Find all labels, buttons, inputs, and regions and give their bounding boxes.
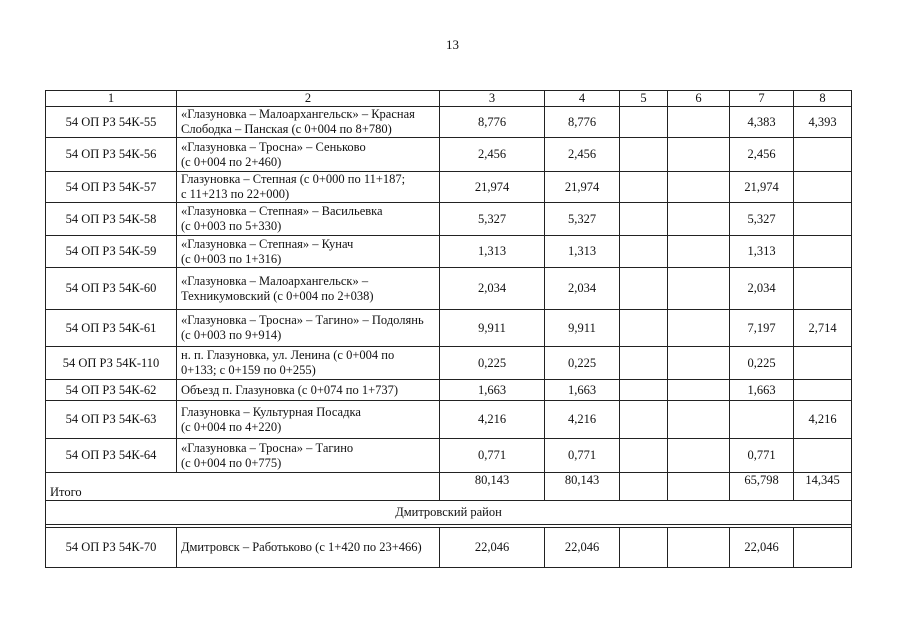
- value-cell-c7: 2,456: [730, 138, 794, 172]
- table-row: [46, 236, 852, 268]
- road-name-cell: [177, 172, 440, 203]
- value-cell-c8: [794, 138, 852, 172]
- value-cell-c3: 8,776: [440, 107, 545, 138]
- value-cell-c6: [668, 439, 730, 473]
- value-cell-c8: [794, 268, 852, 310]
- value-cell-c7: 1,313: [730, 236, 794, 268]
- value-cell-c6: [668, 268, 730, 310]
- road-name-line2: (с 0+003 по 5+330): [181, 219, 282, 233]
- road-code-cell: 54 ОП РЗ 54К-70: [46, 528, 177, 568]
- value-cell-c8: [794, 172, 852, 203]
- table-row: [46, 107, 852, 138]
- road-name-line1: Глазуновка – Культурная Посадка: [181, 404, 361, 419]
- road-code-cell: 54 ОП РЗ 54К-63: [46, 401, 177, 439]
- table-row: [46, 347, 852, 380]
- value-cell-c4: 21,974: [545, 172, 620, 203]
- value-cell-c6: [668, 528, 730, 568]
- value-cell-c5: [620, 439, 668, 473]
- value-cell-c5: [620, 268, 668, 310]
- road-name-line1: «Глазуновка – Малоархангельск» – Красная: [181, 107, 415, 121]
- road-code-cell: 54 ОП РЗ 54К-56: [46, 138, 177, 172]
- section-header-row: [46, 501, 852, 525]
- table-row: [46, 439, 852, 473]
- value-cell-c3: 1,313: [440, 236, 545, 268]
- value-cell-c8: 4,393: [794, 107, 852, 138]
- value-cell-c7: 21,974: [730, 172, 794, 203]
- table-row: [46, 268, 852, 310]
- table-row: [46, 401, 852, 439]
- road-name-line1: «Глазуновка – Тросна» – Тагино: [181, 440, 354, 455]
- road-name-line2: Техникумовский (с 0+004 по 2+038): [181, 288, 374, 303]
- road-name-cell: [177, 236, 440, 268]
- road-code-cell: 54 ОП РЗ 54К-58: [46, 203, 177, 236]
- road-code-cell: 54 ОП РЗ 54К-64: [46, 439, 177, 473]
- total-value-c4: 80,143: [545, 473, 620, 501]
- value-cell-c4: 0,771: [545, 439, 620, 473]
- total-value-c3: 80,143: [440, 473, 545, 501]
- value-cell-c3: 2,456: [440, 138, 545, 172]
- value-cell-c7: 1,663: [730, 380, 794, 401]
- total-value-c6: [668, 473, 730, 501]
- value-cell-c3: 21,974: [440, 172, 545, 203]
- road-name-cell: [177, 401, 440, 439]
- value-cell-c5: [620, 347, 668, 380]
- value-cell-c3: 22,046: [440, 528, 545, 568]
- value-cell-c4: 8,776: [545, 107, 620, 138]
- road-name-cell: [177, 439, 440, 473]
- value-cell-c6: [668, 138, 730, 172]
- value-cell-c6: [668, 401, 730, 439]
- value-cell-c8: [794, 528, 852, 568]
- total-row: [46, 473, 852, 501]
- value-cell-c8: 2,714: [794, 310, 852, 347]
- value-cell-c5: [620, 172, 668, 203]
- value-cell-c7: [730, 401, 794, 439]
- road-name-cell: [177, 203, 440, 236]
- table-body: [46, 91, 852, 568]
- value-cell-c5: [620, 380, 668, 401]
- road-code-cell: 54 ОП РЗ 54К-62: [46, 380, 177, 401]
- road-name-cell: [177, 138, 440, 172]
- value-cell-c6: [668, 107, 730, 138]
- value-cell-c4: 0,225: [545, 347, 620, 380]
- value-cell-c3: 4,216: [440, 401, 545, 439]
- road-code-cell: 54 ОП РЗ 54К-60: [46, 268, 177, 310]
- value-cell-c4: 9,911: [545, 310, 620, 347]
- header-cell: 1: [46, 91, 177, 107]
- value-cell-c8: [794, 347, 852, 380]
- value-cell-c7: 4,383: [730, 107, 794, 138]
- table-row: [46, 380, 852, 401]
- header-cell: 2: [177, 91, 440, 107]
- road-name-line2: (с 0+003 по 9+914): [181, 328, 282, 342]
- value-cell-c5: [620, 310, 668, 347]
- road-name-line1: «Глазуновка – Степная» – Васильевка: [181, 204, 383, 218]
- header-cell: 4: [545, 91, 620, 107]
- value-cell-c8: 4,216: [794, 401, 852, 439]
- value-cell-c4: 2,034: [545, 268, 620, 310]
- road-name-cell: [177, 380, 440, 401]
- road-code-cell: 54 ОП РЗ 54К-55: [46, 107, 177, 138]
- header-cell: 8: [794, 91, 852, 107]
- total-value-c8: 14,345: [794, 473, 852, 501]
- table-row: [46, 310, 852, 347]
- table-row: [46, 528, 852, 568]
- value-cell-c3: 0,771: [440, 439, 545, 473]
- value-cell-c7: 7,197: [730, 310, 794, 347]
- road-name-line1: «Глазуновка – Степная» – Кунач: [181, 236, 354, 251]
- value-cell-c7: 5,327: [730, 203, 794, 236]
- value-cell-c6: [668, 203, 730, 236]
- value-cell-c4: 2,456: [545, 138, 620, 172]
- road-name-line1: Объезд п. Глазуновка (с 0+074 по 1+737): [181, 382, 399, 397]
- value-cell-c6: [668, 172, 730, 203]
- total-value-c7: 65,798: [730, 473, 794, 501]
- road-code-cell: 54 ОП РЗ 54К-59: [46, 236, 177, 268]
- section-title: Дмитровский район: [46, 501, 852, 525]
- road-name-cell: [177, 528, 440, 568]
- value-cell-c8: [794, 439, 852, 473]
- value-cell-c7: 0,771: [730, 439, 794, 473]
- value-cell-c5: [620, 401, 668, 439]
- value-cell-c8: [794, 236, 852, 268]
- value-cell-c5: [620, 528, 668, 568]
- road-name-cell: [177, 310, 440, 347]
- road-name-cell: [177, 347, 440, 380]
- road-name-cell: [177, 107, 440, 138]
- value-cell-c3: 1,663: [440, 380, 545, 401]
- value-cell-c6: [668, 380, 730, 401]
- road-name-line1: «Глазуновка – Тросна» – Сеньково: [181, 139, 366, 154]
- road-name-line1: Дмитровск – Работьково (с 1+420 по 23+466): [181, 540, 422, 554]
- value-cell-c5: [620, 138, 668, 172]
- table-row: [46, 138, 852, 172]
- value-cell-c3: 2,034: [440, 268, 545, 310]
- value-cell-c4: 4,216: [545, 401, 620, 439]
- total-value-c5: [620, 473, 668, 501]
- table-header-row: [46, 91, 852, 107]
- value-cell-c5: [620, 203, 668, 236]
- header-cell: 6: [668, 91, 730, 107]
- road-name-line2: (с 0+003 по 1+316): [181, 251, 282, 266]
- table-row: [46, 172, 852, 203]
- value-cell-c8: [794, 203, 852, 236]
- header-cell: 7: [730, 91, 794, 107]
- value-cell-c7: 0,225: [730, 347, 794, 380]
- value-cell-c4: 22,046: [545, 528, 620, 568]
- value-cell-c4: 1,663: [545, 380, 620, 401]
- road-name-line1: н. п. Глазуновка, ул. Ленина (с 0+004 по: [181, 348, 395, 362]
- value-cell-c7: 2,034: [730, 268, 794, 310]
- value-cell-c5: [620, 236, 668, 268]
- road-name-line2: Слободка – Панская (с 0+004 по 8+780): [181, 122, 392, 136]
- roads-table: [45, 90, 852, 568]
- value-cell-c3: 5,327: [440, 203, 545, 236]
- road-name-line1: Глазуновка – Степная (с 0+000 по 11+187;: [181, 172, 406, 186]
- total-label: Итого: [46, 473, 440, 501]
- road-code-cell: 54 ОП РЗ 54К-57: [46, 172, 177, 203]
- road-code-cell: 54 ОП РЗ 54К-61: [46, 310, 177, 347]
- road-name-line1: «Глазуновка – Малоархангельск» –: [181, 273, 369, 288]
- header-cell: 3: [440, 91, 545, 107]
- road-code-cell: 54 ОП РЗ 54К-110: [46, 347, 177, 380]
- value-cell-c3: 9,911: [440, 310, 545, 347]
- value-cell-c4: 1,313: [545, 236, 620, 268]
- value-cell-c5: [620, 107, 668, 138]
- road-name-line2: 0+133; с 0+159 по 0+255): [181, 363, 316, 377]
- value-cell-c7: 22,046: [730, 528, 794, 568]
- road-name-line2: (с 0+004 по 4+220): [181, 419, 282, 434]
- table-row: [46, 203, 852, 236]
- value-cell-c4: 5,327: [545, 203, 620, 236]
- page-number: 13: [446, 37, 459, 52]
- road-name-line2: (с 0+004 по 2+460): [181, 154, 282, 169]
- value-cell-c6: [668, 310, 730, 347]
- road-name-line2: с 11+213 по 22+000): [181, 187, 290, 201]
- value-cell-c6: [668, 236, 730, 268]
- header-cell: 5: [620, 91, 668, 107]
- value-cell-c8: [794, 380, 852, 401]
- road-name-line1: «Глазуновка – Тросна» – Тагино» – Подолянь: [181, 313, 424, 327]
- value-cell-c3: 0,225: [440, 347, 545, 380]
- road-name-cell: [177, 268, 440, 310]
- value-cell-c6: [668, 347, 730, 380]
- road-name-line2: (с 0+004 по 0+775): [181, 455, 282, 470]
